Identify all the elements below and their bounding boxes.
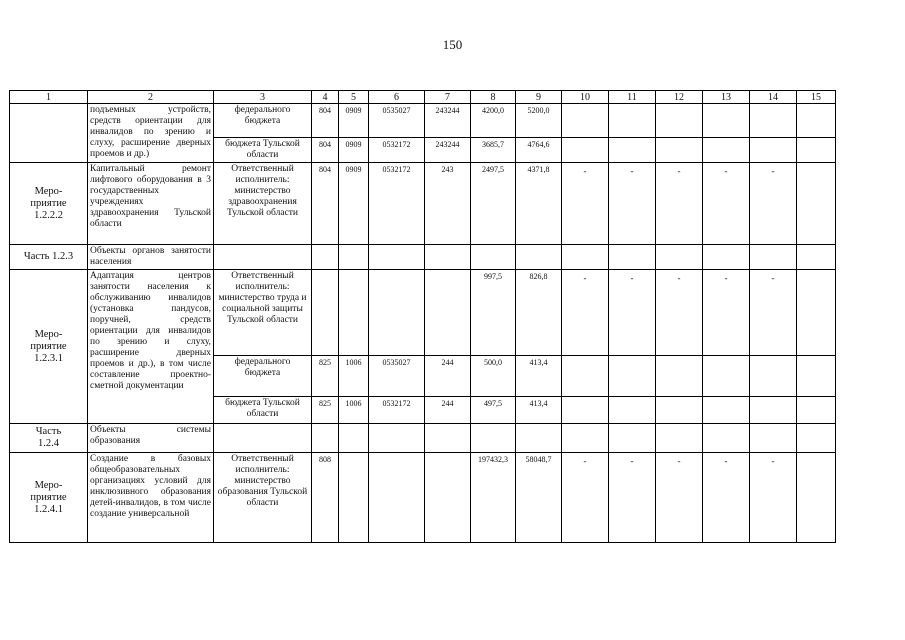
amount-col15-cell: [797, 138, 836, 163]
funding-source-cell: Ответственный исполнитель: министерство образования Тульской области: [214, 453, 312, 543]
amount-col11-cell: [609, 424, 656, 453]
funding-source-cell: [214, 245, 312, 270]
amount-col15-cell: [797, 270, 836, 356]
amount-col11-cell: -: [609, 453, 656, 543]
expense-type-cell: [425, 453, 471, 543]
item-description-cell: Создание в базовых общеобразовательных организациях условий для инклюзивного образования детей-инвалидов, в том числе создание универсальной: [88, 453, 214, 543]
amount-col12-cell: [656, 245, 703, 270]
ministry-code-cell: [312, 270, 339, 356]
expense-type-cell: [425, 270, 471, 356]
target-article-cell: [369, 453, 425, 543]
funding-source-cell: федерального бюджета: [214, 356, 312, 397]
amount-col14-cell: -: [750, 270, 797, 356]
amount-col8-cell: 2497,5: [471, 163, 516, 245]
amount-col8-cell: 997,5: [471, 270, 516, 356]
amount-col8-cell: [471, 424, 516, 453]
amount-col14-cell: [750, 104, 797, 138]
target-article-cell: 0532172: [369, 138, 425, 163]
funding-source-cell: Ответственный исполнитель: министерство труда и социальной защиты Тульской области: [214, 270, 312, 356]
header-cell-3: 3: [214, 91, 312, 104]
item-code-cell: Часть 1.2.4: [10, 424, 88, 453]
table-row: [10, 453, 836, 543]
amount-col12-cell: [656, 424, 703, 453]
header-cell-14: 14: [750, 91, 797, 104]
amount-col11-cell: [609, 397, 656, 424]
ministry-code-cell: 825: [312, 356, 339, 397]
header-cell-10: 10: [562, 91, 609, 104]
amount-col10-cell: -: [562, 270, 609, 356]
amount-col14-cell: -: [750, 453, 797, 543]
item-description-cell: подъемных устройств, средств ориентации для инвалидов по зрению и слуху, расширение дверных проемов и др.): [88, 104, 214, 163]
amount-col13-cell: -: [703, 270, 750, 356]
amount-col15-cell: [797, 397, 836, 424]
amount-col10-cell: [562, 104, 609, 138]
target-article-cell: 0532172: [369, 397, 425, 424]
funding-source-cell: [214, 424, 312, 453]
amount-col13-cell: [703, 356, 750, 397]
ministry-code-cell: 804: [312, 163, 339, 245]
amount-col9-cell: 413,4: [516, 397, 562, 424]
amount-col9-cell: 413,4: [516, 356, 562, 397]
amount-col9-cell: 826,8: [516, 270, 562, 356]
amount-col15-cell: [797, 356, 836, 397]
header-cell-2: 2: [88, 91, 214, 104]
section-code-cell: 1006: [339, 356, 369, 397]
amount-col15-cell: [797, 104, 836, 138]
funding-source-cell: бюджета Тульской области: [214, 138, 312, 163]
amount-col8-cell: 497,5: [471, 397, 516, 424]
table-row: [10, 104, 836, 138]
item-description-cell: Объекты органов занятости населения: [88, 245, 214, 270]
amount-col13-cell: [703, 424, 750, 453]
section-code-cell: 0909: [339, 138, 369, 163]
amount-col13-cell: [703, 245, 750, 270]
amount-col14-cell: [750, 397, 797, 424]
amount-col12-cell: [656, 138, 703, 163]
amount-col8-cell: [471, 245, 516, 270]
amount-col11-cell: [609, 356, 656, 397]
amount-col9-cell: 4764,6: [516, 138, 562, 163]
expense-type-cell: 243244: [425, 104, 471, 138]
amount-col10-cell: [562, 138, 609, 163]
target-article-cell: 0535027: [369, 104, 425, 138]
header-cell-7: 7: [425, 91, 471, 104]
item-code-cell: Меро- приятие 1.2.4.1: [10, 453, 88, 543]
funding-source-cell: Ответственный исполнитель: министерство здравоохранения Тульской области: [214, 163, 312, 245]
item-description-cell: Капитальный ремонт лифтового оборудования в 3 государственных учреждениях здравоохранения Тульской области: [88, 163, 214, 245]
amount-col10-cell: [562, 356, 609, 397]
amount-col10-cell: [562, 245, 609, 270]
amount-col10-cell: [562, 397, 609, 424]
amount-col13-cell: -: [703, 453, 750, 543]
ministry-code-cell: 825: [312, 397, 339, 424]
page-number: 150: [442, 37, 463, 52]
ministry-code-cell: 804: [312, 138, 339, 163]
amount-col12-cell: -: [656, 453, 703, 543]
section-code-cell: [339, 270, 369, 356]
table-row: [10, 424, 836, 453]
table-row: [10, 270, 836, 356]
program-table: [9, 90, 836, 543]
funding-source-cell: федерального бюджета: [214, 104, 312, 138]
target-article-cell: 0535027: [369, 356, 425, 397]
table-row: [10, 163, 836, 245]
amount-col11-cell: -: [609, 270, 656, 356]
amount-col13-cell: [703, 138, 750, 163]
amount-col15-cell: [797, 453, 836, 543]
target-article-cell: [369, 245, 425, 270]
amount-col10-cell: [562, 424, 609, 453]
target-article-cell: [369, 424, 425, 453]
header-cell-1: 1: [10, 91, 88, 104]
item-description-cell: Объекты системы образования: [88, 424, 214, 453]
amount-col13-cell: [703, 104, 750, 138]
section-code-cell: [339, 245, 369, 270]
section-code-cell: [339, 424, 369, 453]
amount-col9-cell: 4371,8: [516, 163, 562, 245]
expense-type-cell: 244: [425, 397, 471, 424]
item-code-cell: Меро- приятие 1.2.3.1: [10, 270, 88, 424]
expense-type-cell: 244: [425, 356, 471, 397]
target-article-cell: [369, 270, 425, 356]
section-code-cell: [339, 453, 369, 543]
amount-col12-cell: [656, 104, 703, 138]
amount-col12-cell: -: [656, 270, 703, 356]
amount-col14-cell: [750, 424, 797, 453]
header-cell-13: 13: [703, 91, 750, 104]
header-cell-9: 9: [516, 91, 562, 104]
header-cell-4: 4: [312, 91, 339, 104]
amount-col12-cell: [656, 397, 703, 424]
funding-source-cell: бюджета Тульской области: [214, 397, 312, 424]
amount-col10-cell: -: [562, 163, 609, 245]
header-cell-11: 11: [609, 91, 656, 104]
amount-col11-cell: [609, 138, 656, 163]
expense-type-cell: [425, 245, 471, 270]
amount-col9-cell: [516, 424, 562, 453]
header-row: [10, 91, 836, 104]
amount-col12-cell: -: [656, 163, 703, 245]
table-row: [10, 245, 836, 270]
ministry-code-cell: 808: [312, 453, 339, 543]
expense-type-cell: 243244: [425, 138, 471, 163]
amount-col9-cell: [516, 245, 562, 270]
amount-col11-cell: [609, 104, 656, 138]
amount-col14-cell: [750, 138, 797, 163]
item-code-cell: Часть 1.2.3: [10, 245, 88, 270]
amount-col8-cell: 500,0: [471, 356, 516, 397]
section-code-cell: 0909: [339, 104, 369, 138]
header-cell-6: 6: [369, 91, 425, 104]
item-code-cell: [10, 104, 88, 163]
header-cell-5: 5: [339, 91, 369, 104]
section-code-cell: 0909: [339, 163, 369, 245]
amount-col13-cell: -: [703, 163, 750, 245]
amount-col9-cell: 5200,0: [516, 104, 562, 138]
amount-col11-cell: -: [609, 163, 656, 245]
amount-col8-cell: 3685,7: [471, 138, 516, 163]
amount-col13-cell: [703, 397, 750, 424]
amount-col15-cell: [797, 163, 836, 245]
amount-col15-cell: [797, 424, 836, 453]
amount-col12-cell: [656, 356, 703, 397]
header-cell-12: 12: [656, 91, 703, 104]
amount-col9-cell: 58048,7: [516, 453, 562, 543]
ministry-code-cell: [312, 245, 339, 270]
header-cell-8: 8: [471, 91, 516, 104]
amount-col14-cell: [750, 356, 797, 397]
amount-col11-cell: [609, 245, 656, 270]
section-code-cell: 1006: [339, 397, 369, 424]
amount-col14-cell: [750, 245, 797, 270]
amount-col8-cell: 4200,0: [471, 104, 516, 138]
amount-col10-cell: -: [562, 453, 609, 543]
item-code-cell: Меро- приятие 1.2.2.2: [10, 163, 88, 245]
item-description-cell: Адаптация центров занятости населения к обслуживанию инвалидов (установка пандусов, поручней, средств ориентации для инвалидов по зрению и слуху, расширение дверных проемов и др.), в том числе составление проектно-сметной документации: [88, 270, 214, 424]
header-cell-15: 15: [797, 91, 836, 104]
ministry-code-cell: 804: [312, 104, 339, 138]
amount-col15-cell: [797, 245, 836, 270]
expense-type-cell: [425, 424, 471, 453]
amount-col8-cell: 197432,3: [471, 453, 516, 543]
amount-col14-cell: -: [750, 163, 797, 245]
ministry-code-cell: [312, 424, 339, 453]
target-article-cell: 0532172: [369, 163, 425, 245]
expense-type-cell: 243: [425, 163, 471, 245]
